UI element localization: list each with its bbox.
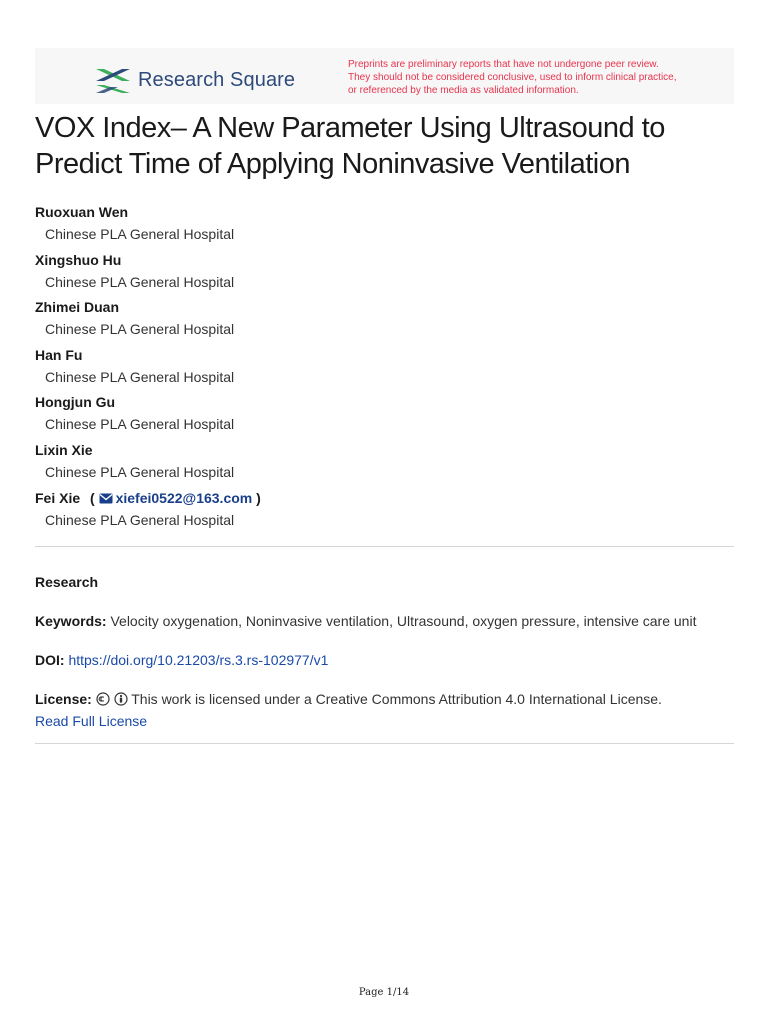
read-full-license-link[interactable]: Read Full License (35, 713, 148, 729)
license-text: This work is licensed under a Creative Commons Attribution 4.0 International License. (131, 691, 662, 707)
keywords (35, 610, 735, 632)
title-line-2: Predict Time of Applying Noninvasive Ventilation (35, 148, 631, 180)
author-affiliation: Chinese PLA General Hospital (45, 368, 235, 385)
author-name-row (35, 487, 735, 509)
author-entry (35, 249, 735, 297)
paper-title (35, 110, 735, 182)
disclaimer-line: or referenced by the media as validated information. (348, 85, 579, 96)
author-name: Han Fu (35, 346, 83, 363)
doi-link[interactable]: https://doi.org/10.21203/rs.3.rs-102977/v1 (68, 652, 329, 668)
author-name: Xingshuo Hu (35, 251, 122, 268)
author-affiliation: Chinese PLA General Hospital (45, 416, 235, 433)
article-type-label: Research (35, 574, 99, 590)
author-entry (35, 391, 735, 439)
license (35, 688, 735, 732)
preprint-disclaimer (348, 58, 728, 97)
title-line-1: VOX Index– A New Parameter Using Ultrasound to (35, 112, 665, 144)
divider (35, 743, 734, 744)
author-entry (35, 201, 735, 249)
author-email-link[interactable] (99, 490, 257, 506)
author-entry (35, 344, 735, 392)
author-name: Fei Xie (35, 489, 81, 506)
creative-commons-icon (96, 692, 110, 706)
disclaimer-line: They should not be considered conclusive, used to inform clinical practice, (348, 72, 677, 83)
open-paren: ( (90, 489, 95, 506)
keywords-value: Velocity oxygenation, Noninvasive ventilation, Ultrasound, oxygen pressure, intensive care unit (110, 613, 697, 629)
article-type (35, 571, 735, 593)
keywords-label: Keywords: (35, 613, 107, 629)
author-affiliation: Chinese PLA General Hospital (45, 273, 235, 290)
page-number: Page 1/14 (358, 987, 410, 998)
envelope-icon (99, 493, 113, 504)
author-name: Hongjun Gu (35, 394, 116, 411)
attribution-icon (114, 692, 128, 706)
research-square-logo-icon (94, 65, 132, 95)
author-entry-corresponding (35, 487, 735, 535)
doi-label: DOI: (35, 652, 65, 668)
author-email: xiefei0522@163.com (115, 489, 253, 506)
brand-name: Research Square (138, 68, 296, 91)
author-entry (35, 439, 735, 487)
author-affiliation: Chinese PLA General Hospital (45, 226, 235, 242)
author-list (35, 201, 735, 534)
author-name: Ruoxuan Wen (35, 204, 129, 220)
author-name: Zhimei Duan (35, 299, 120, 316)
divider (35, 546, 734, 547)
close-paren: ) (256, 489, 261, 506)
author-affiliation: Chinese PLA General Hospital (45, 511, 235, 528)
author-name: Lixin Xie (35, 441, 93, 458)
author-affiliation: Chinese PLA General Hospital (45, 463, 235, 480)
doi (35, 649, 735, 671)
license-label: License: (35, 691, 92, 707)
research-square-logo[interactable] (94, 64, 304, 96)
disclaimer-line: Preprints are preliminary reports that have not undergone peer review. (348, 59, 659, 70)
author-entry (35, 296, 735, 344)
author-affiliation: Chinese PLA General Hospital (45, 321, 235, 338)
